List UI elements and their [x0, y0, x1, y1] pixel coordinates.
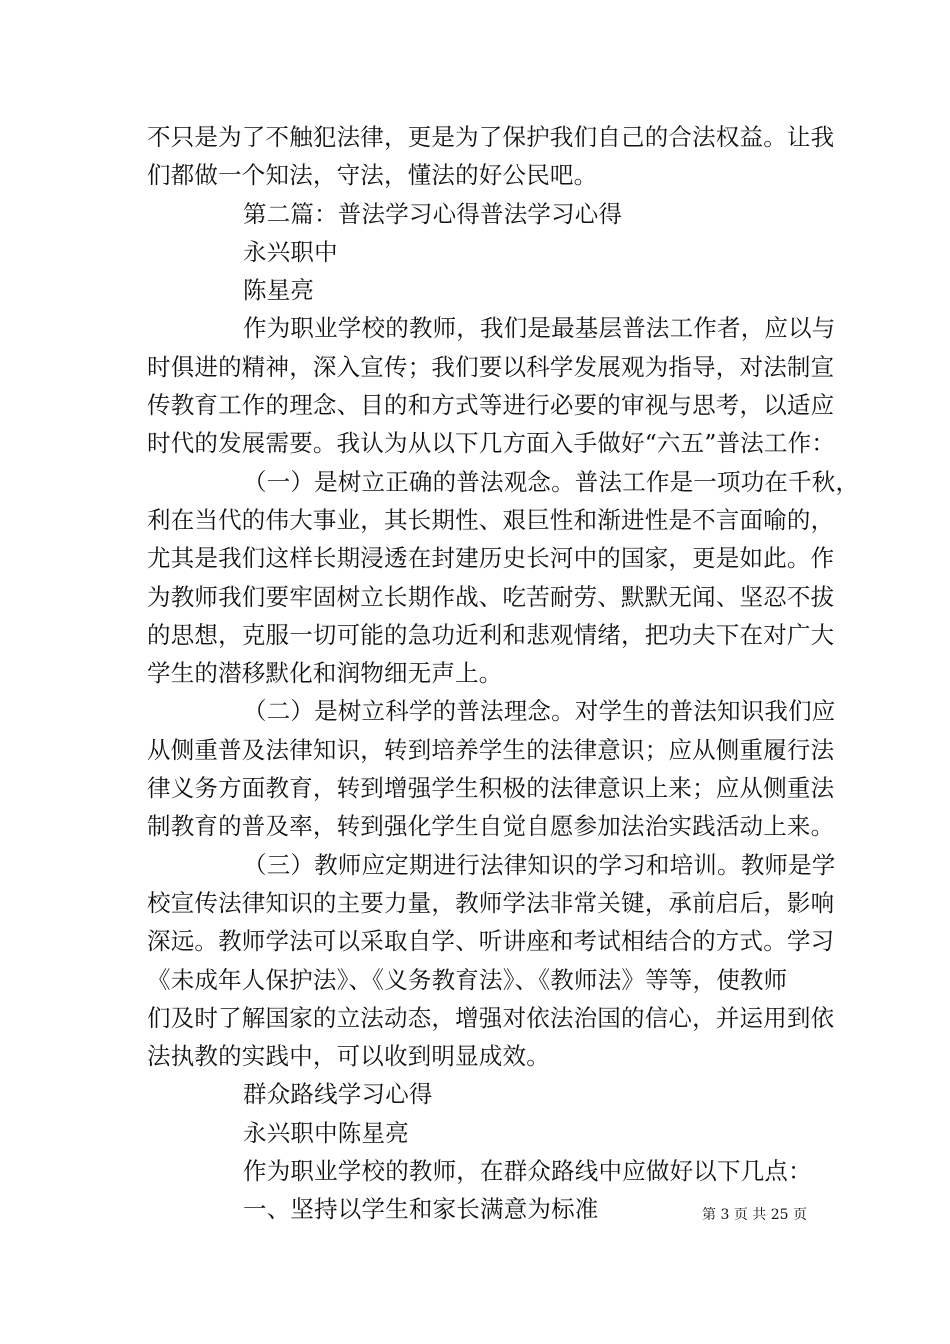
text-line: 学生的潜移默化和润物细无声上。	[147, 659, 503, 688]
document-body	[147, 118, 860, 1229]
list-heading: 一、坚持以学生和家长满意为标准	[243, 1195, 599, 1224]
text-line: 的思想，克服一切可能的急功近利和悲观情绪，把功夫下在对广大	[147, 620, 835, 649]
text-line: 时代的发展需要。我认为从以下几方面入手做好“六五”普法工作：	[147, 429, 836, 458]
paragraph-start: 作为职业学校的教师，我们是最基层普法工作者，应以与	[243, 314, 836, 343]
text-line: 深远。教师学法可以采取自学、听讲座和考试相结合的方式。学习	[147, 927, 835, 956]
text-line: 法执教的实践中，可以收到明显成效。	[147, 1042, 550, 1071]
text-line: 律义务方面教育，转到增强学生积极的法律意识上来；应从侧重法	[147, 774, 835, 803]
section-title: 第二篇：普法学习心得普法学习心得	[243, 199, 623, 228]
paragraph-start: （一）是树立正确的普法观念。普法工作是一项功在千秋，	[243, 467, 860, 496]
text-line: 时俱进的精神，深入宣传；我们要以科学发展观为指导，对法制宣	[147, 352, 835, 381]
paragraph-start: （二）是树立科学的普法理念。对学生的普法知识我们应	[243, 697, 836, 726]
text-line: 为教师我们要牢固树立长期作战、吃苦耐劳、默默无闻、坚忍不拔	[147, 582, 835, 611]
page-number-footer: 第 3 页 共 25 页	[702, 1207, 807, 1223]
text-line: 不只是为了不触犯法律，更是为了保护我们自己的合法权益。让我	[147, 123, 835, 151]
paragraph-start: （三）教师应定期进行法律知识的学习和培训。教师是学	[243, 850, 836, 879]
author-school: 永兴职中	[243, 237, 338, 266]
text-line: 从侧重普及法律知识，转到培养学生的法律意识；应从侧重履行法	[147, 735, 835, 764]
text-line: 传教育工作的理念、目的和方式等进行必要的审视与思考，以适应	[147, 391, 835, 420]
section-title: 群众路线学习心得	[243, 1080, 433, 1109]
text-line: 校宣传法律知识的主要力量，教师学法非常关键，承前启后，影响	[147, 888, 835, 917]
text-line: 尤其是我们这样长期浸透在封建历史长河中的国家，更是如此。作	[147, 544, 835, 573]
text-line: 制教育的普及率，转到强化学生自觉自愿参加法治实践活动上来。	[147, 812, 835, 841]
paragraph-start: 作为职业学校的教师，在群众路线中应做好以下几点：	[243, 1157, 812, 1186]
text-line: 利在当代的伟大事业，其长期性、艰巨性和渐进性是不言面喻的，	[147, 505, 835, 534]
text-line: 们都做一个知法，守法，懂法的好公民吧。	[147, 161, 598, 190]
author-name: 陈星亮	[243, 276, 315, 305]
author-line: 永兴职中陈星亮	[243, 1118, 409, 1147]
text-line: 《未成年人保护法》、《义务教育法》、《教师法》等等，使教师	[147, 965, 788, 994]
text-line: 们及时了解国家的立法动态，增强对依法治国的信心，并运用到依	[147, 1003, 835, 1032]
